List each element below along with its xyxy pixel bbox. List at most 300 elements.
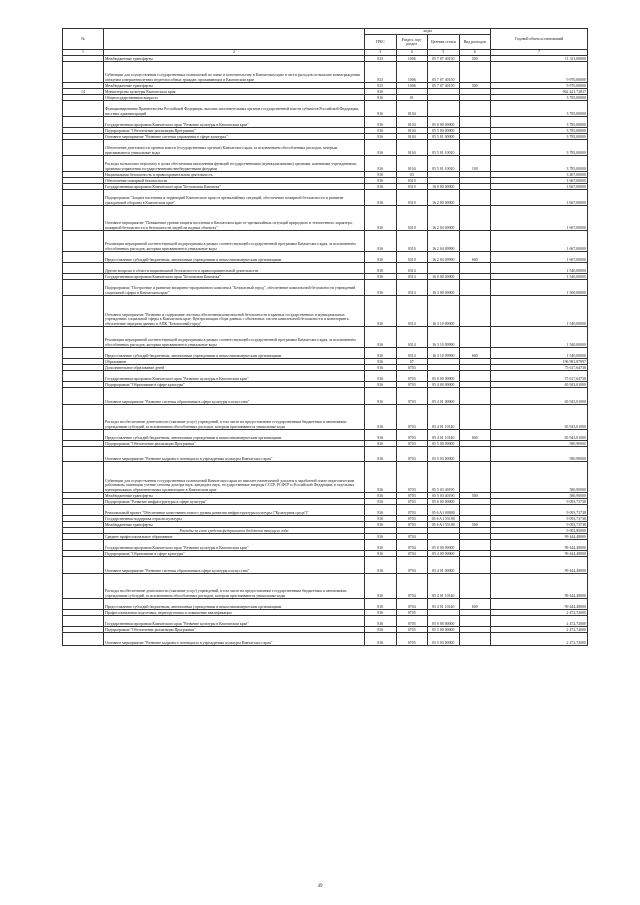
row-razdel-cell: 0314 — [396, 274, 428, 280]
row-amount-cell: 9 002,80000 — [491, 528, 588, 534]
row-target-article-cell: 05 6 00 00000 — [428, 499, 460, 505]
table-row — [63, 252, 588, 263]
table-row — [63, 327, 588, 348]
row-target-article-cell: 05 0 00 00000 — [428, 540, 460, 551]
row-razdel-cell: 0703 — [396, 522, 428, 528]
column-index: 7 — [491, 50, 588, 56]
row-razdel-cell: 0314 — [396, 348, 428, 359]
row-grbs-cell: 816 — [365, 365, 397, 371]
row-number-cell — [63, 140, 104, 156]
table-row — [63, 296, 588, 327]
row-target-article-cell: 16 2 00 00000 — [428, 190, 460, 206]
row-name-cell: Реализация мероприятий соответствующей подпрограммы в рамках соответствующей государственной программы Камчатского края, за исключением обособленных расходов, которым присваиваются уникальные коды — [104, 231, 365, 252]
row-name-cell: Подпрограмма "Обеспечение реализации Программы" — [104, 128, 365, 134]
row-razdel-cell: 0703 — [396, 505, 428, 516]
table-row — [63, 231, 588, 252]
row-target-article-cell: 05 6 A1 00000 — [428, 505, 460, 516]
row-target-article-cell: 16 0 00 00000 — [428, 184, 460, 190]
row-razdel-cell: 0314 — [396, 296, 428, 327]
row-razdel-cell: 0703 — [396, 516, 428, 522]
row-grbs-cell: 816 — [365, 388, 397, 405]
row-grbs-cell: 816 — [365, 633, 397, 646]
row-amount-cell: 75 617,64738 — [491, 365, 588, 371]
row-name-cell: Межбюджетные трансферты — [104, 56, 365, 62]
row-expense-type-cell: 100 — [459, 156, 491, 172]
row-expense-type-cell — [459, 101, 491, 117]
row-target-article-cell: 16 3 10 00000 — [428, 296, 460, 327]
row-grbs-cell: 816 — [365, 574, 397, 599]
row-expense-type-cell — [459, 62, 491, 83]
page-number: 49 — [317, 884, 323, 889]
row-expense-type-cell — [459, 462, 491, 493]
row-name-cell: Национальная безопасность и правоохранительная деятельность — [104, 172, 365, 178]
row-razdel-cell: 0310 — [396, 184, 428, 190]
row-name-cell: Дополнительное образование детей — [104, 365, 365, 371]
header-annual-amount: Годовой объем ассигнований — [491, 29, 588, 50]
row-grbs-cell: 816 — [365, 252, 397, 263]
row-razdel-cell: 0314 — [396, 263, 428, 274]
row-target-article-cell: 05 4 01 10140 — [428, 430, 460, 441]
row-grbs-cell: 816 — [365, 616, 397, 627]
row-razdel-cell: 0704 — [396, 599, 428, 610]
row-amount-cell: 99 444,48000 — [491, 574, 588, 599]
table-row — [63, 206, 588, 231]
table-row — [63, 263, 588, 274]
row-number-cell — [63, 616, 104, 627]
row-expense-type-cell — [459, 263, 491, 274]
row-amount-cell: 65 943,01000 — [491, 388, 588, 405]
row-expense-type-cell: 500 — [459, 83, 491, 89]
row-amount-cell: 1 540,00000 — [491, 348, 588, 359]
row-grbs-cell: 816 — [365, 551, 397, 557]
row-amount-cell: 9 970,00000 — [491, 83, 588, 89]
row-amount-cell: 65 943,01000 — [491, 430, 588, 441]
row-amount-cell: 1 667,00000 — [491, 190, 588, 206]
row-name-cell: Подпрограмма "Образование в сфере культуры" — [104, 382, 365, 388]
row-grbs-cell: 816 — [365, 140, 397, 156]
row-name-cell: Расходы на обеспечение деятельности (оказание услуг) учреждений, в том числе на предоставление государственным бюджетным и автономным учреждениям субсидий, за исключением обособленных расходов, которым присваиваются уникальные коды — [104, 574, 365, 599]
row-name-cell: Среднее профессиональное образование — [104, 534, 365, 540]
row-amount-cell: 3 785,00000 — [491, 95, 588, 101]
row-razdel-cell: 03 — [396, 172, 428, 178]
row-amount-cell: 9 093,73738 — [491, 505, 588, 516]
row-target-article-cell: 05 5 01 00000 — [428, 134, 460, 140]
row-name-cell: Общегосударственные вопросы — [104, 95, 365, 101]
row-razdel-cell: 0703 — [396, 405, 428, 430]
row-name-cell: Подпрограмма "Защита населения и территорий Камчатского края от чрезвычайных ситуаций, обеспечение пожарной безопасности и развитие гражданской обороны в Камчатском крае" — [104, 190, 365, 206]
row-amount-cell: 99 444,48000 — [491, 534, 588, 540]
row-target-article-cell: 05 0 00 00000 — [428, 371, 460, 382]
row-amount-cell: 1 540,00000 — [491, 296, 588, 327]
row-amount-cell: 99 444,48000 — [491, 540, 588, 551]
row-expense-type-cell — [459, 557, 491, 574]
row-grbs-cell: 816 — [365, 172, 397, 178]
row-amount-cell: 1 540,00000 — [491, 274, 588, 280]
row-razdel-cell: 0704 — [396, 540, 428, 551]
row-target-article-cell: 05 5 03 40190 — [428, 493, 460, 499]
table-row — [63, 405, 588, 430]
column-index: 1 — [63, 50, 104, 56]
row-target-article-cell: 05 0 00 00000 — [428, 117, 460, 128]
row-target-article-cell — [428, 263, 460, 274]
row-razdel-cell: 0703 — [396, 493, 428, 499]
row-razdel-cell: 0104 — [396, 117, 428, 128]
row-grbs-cell: 816 — [365, 371, 397, 382]
row-razdel-cell: 0703 — [396, 365, 428, 371]
row-name-cell: Предоставление субсидий бюджетным, автономным учреждениям и иным некоммерческим организациям — [104, 252, 365, 263]
row-expense-type-cell — [459, 231, 491, 252]
row-name-cell: Подпрограмма "Образование в сфере культуры" — [104, 551, 365, 557]
row-amount-cell: 3 785,00000 — [491, 101, 588, 117]
row-amount-cell: 580,90000 — [491, 447, 588, 462]
row-target-article-cell: 05 7 07 40150 — [428, 56, 460, 62]
table-row — [63, 117, 588, 128]
row-number-cell — [63, 574, 104, 599]
row-expense-type-cell — [459, 447, 491, 462]
row-target-article-cell: 16 2 04 00000 — [428, 206, 460, 231]
row-grbs-cell: 816 — [365, 430, 397, 441]
header-name — [104, 29, 365, 50]
row-grbs-cell: 816 — [365, 327, 397, 348]
row-expense-type-cell — [459, 117, 491, 128]
row-grbs-cell: 816 — [365, 516, 397, 522]
row-expense-type-cell — [459, 296, 491, 327]
row-razdel-cell: 0314 — [396, 327, 428, 348]
row-razdel-cell: 0703 — [396, 382, 428, 388]
row-grbs-cell: 816 — [365, 557, 397, 574]
row-grbs-cell: 816 — [365, 134, 397, 140]
row-grbs-cell: 816 — [365, 627, 397, 633]
row-expense-type-cell: 500 — [459, 493, 491, 499]
row-name-cell: Основное мероприятие "Развитие кадрового потенциала в учреждениях культуры Камчатского края" — [104, 633, 365, 646]
row-razdel-cell: 0310 — [396, 206, 428, 231]
row-razdel-cell: 0310 — [396, 178, 428, 184]
row-number-cell — [63, 540, 104, 551]
row-grbs-cell: 816 — [365, 231, 397, 252]
row-amount-cell: 1 667,00000 — [491, 252, 588, 263]
row-name-cell: Подпрограмма "Обеспечение реализации Программы" — [104, 441, 365, 447]
row-grbs-cell: 816 — [365, 447, 397, 462]
row-number-cell — [63, 117, 104, 128]
row-name-cell: Межбюджетные трансферты — [104, 83, 365, 89]
row-razdel-cell: 0704 — [396, 534, 428, 540]
column-index: 6 — [459, 50, 491, 56]
row-amount-cell: 2 472,72000 — [491, 627, 588, 633]
row-number-cell — [63, 557, 104, 574]
row-grbs-cell: 816 — [365, 534, 397, 540]
row-grbs-cell: 816 — [365, 599, 397, 610]
row-razdel-cell: 0704 — [396, 551, 428, 557]
row-razdel-cell: 0703 — [396, 447, 428, 462]
row-name-cell: Основное мероприятие "Развитие системы управления в сфере культуры" — [104, 134, 365, 140]
row-expense-type-cell — [459, 540, 491, 551]
table-row — [63, 462, 588, 493]
row-grbs-cell: 816 — [365, 405, 397, 430]
table-row — [63, 599, 588, 610]
row-expense-type-cell — [459, 405, 491, 430]
row-name-cell: Государственная программа Камчатского края "Развитие культуры в Камчатском крае" — [104, 616, 365, 627]
row-number-cell — [63, 430, 104, 441]
budget-table — [62, 28, 588, 646]
row-number-cell — [63, 371, 104, 382]
row-amount-cell: 2 472,72000 — [491, 616, 588, 627]
row-razdel-cell: 0703 — [396, 430, 428, 441]
row-name-cell: Подпрограмма "Обеспечение реализации Программы" — [104, 627, 365, 633]
row-amount-cell: 11 311,00000 — [491, 56, 588, 62]
row-name-cell: Подпрограмма "Построение и развитие аппаратно-программного комплекса "Безопасный город", обеспечение комплексной безопасности учреждений социальной сферы в Камчатском крае" — [104, 280, 365, 296]
row-target-article-cell: 05 4 01 10140 — [428, 405, 460, 430]
table-row — [63, 540, 588, 551]
row-expense-type-cell — [459, 616, 491, 627]
row-grbs-cell: 816 — [365, 441, 397, 447]
row-target-article-cell: 05 5 00 00000 — [428, 128, 460, 134]
table-row — [63, 371, 588, 382]
row-number-cell — [63, 633, 104, 646]
row-grbs-cell: 816 — [365, 178, 397, 184]
row-expense-type-cell — [459, 190, 491, 206]
row-amount-cell: 3 785,00000 — [491, 140, 588, 156]
table-row — [63, 156, 588, 172]
row-expense-type-cell — [459, 140, 491, 156]
row-number-cell — [63, 296, 104, 327]
row-number-cell: 14 — [63, 89, 104, 95]
row-number-cell — [63, 280, 104, 296]
row-name-cell: Обеспечение деятельности органов власти (государственных органов) Камчатского края, за исключением обособленных расходов, которым присваиваются уникальные коды — [104, 140, 365, 156]
row-name-cell: Расходы на обеспечение деятельности (оказание услуг) учреждений, в том числе на предоставление государственным бюджетным и автономным учреждениям субсидий, за исключением обособленных расходов, которым присваиваются уникальные коды — [104, 405, 365, 430]
row-name-cell: Функционирование Правительства Российской Федерации, высших исполнительных органов государственной власти субъектов Российской Федерации, местных администраций — [104, 101, 365, 117]
row-grbs-cell: 816 — [365, 95, 397, 101]
row-amount-cell: 962 421,72817 — [491, 89, 588, 95]
table-row — [63, 574, 588, 599]
row-number-cell — [63, 252, 104, 263]
header-razdel: Раздел, под-раздел — [396, 35, 428, 50]
header-number: № — [63, 29, 104, 50]
row-razdel-cell: 0704 — [396, 557, 428, 574]
row-razdel-cell: 0310 — [396, 252, 428, 263]
row-expense-type-cell — [459, 371, 491, 382]
table-row — [63, 140, 588, 156]
row-grbs-cell: 816 — [365, 128, 397, 134]
row-razdel-cell: 0703 — [396, 441, 428, 447]
row-grbs-cell: 816 — [365, 190, 397, 206]
row-name-cell: Субвенции для осуществления государственных полномочий по опеке и попечительству в Камчатском крае в части расходов по выплате вознаграждения опекунам совершеннолетних недееспособных граждан, проживающих в Камчатском крае — [104, 62, 365, 83]
row-target-article-cell: 05 4 01 10140 — [428, 599, 460, 610]
row-amount-cell: 2 472,72000 — [491, 610, 588, 616]
row-target-article-cell: 05 7 07 40150 — [428, 62, 460, 83]
row-grbs-cell: 816 — [365, 206, 397, 231]
header-target-article: Целевая статья — [428, 35, 460, 50]
row-grbs-cell: 815 — [365, 83, 397, 89]
row-razdel-cell: 1006 — [396, 83, 428, 89]
row-amount-cell: 3 785,00000 — [491, 128, 588, 134]
row-number-cell — [63, 101, 104, 117]
row-name-cell: Государственная поддержка отрасли культуры — [104, 516, 365, 522]
row-target-article-cell — [428, 101, 460, 117]
row-target-article-cell: 05 5 03 40190 — [428, 462, 460, 493]
row-grbs-cell: 816 — [365, 522, 397, 528]
row-razdel-cell: 01 — [396, 95, 428, 101]
row-expense-type-cell — [459, 505, 491, 516]
column-index: 5 — [428, 50, 460, 56]
row-number-cell — [63, 505, 104, 516]
row-target-article-cell: 05 4 01 00000 — [428, 388, 460, 405]
row-grbs-cell: 816 — [365, 493, 397, 499]
row-amount-cell: 65 943,01000 — [491, 405, 588, 430]
row-amount-cell: 99 444,48000 — [491, 599, 588, 610]
row-amount-cell: 9 093,73738 — [491, 522, 588, 528]
row-number-cell — [63, 156, 104, 172]
row-razdel-cell: 0705 — [396, 627, 428, 633]
table-row — [63, 557, 588, 574]
row-name-cell: Другие вопросы в области национальной безопасности и правоохранительной деятельности — [104, 263, 365, 274]
row-amount-cell: 9 970,00000 — [491, 62, 588, 83]
row-expense-type-cell — [459, 327, 491, 348]
row-amount-cell: 3 207,00000 — [491, 172, 588, 178]
row-grbs-cell: 816 — [365, 156, 397, 172]
row-grbs-cell: 815 — [365, 62, 397, 83]
row-grbs-cell: 816 — [365, 499, 397, 505]
row-number-cell — [63, 348, 104, 359]
row-target-article-cell: 05 6 A1 55190 — [428, 522, 460, 528]
row-target-article-cell: 05 7 07 40150 — [428, 83, 460, 89]
row-grbs-cell: 816 — [365, 359, 397, 365]
table-row — [63, 633, 588, 646]
row-grbs-cell: 816 — [365, 274, 397, 280]
row-amount-cell: 3 785,00000 — [491, 156, 588, 172]
table-row — [63, 505, 588, 516]
table-body — [63, 56, 588, 646]
row-amount-cell: 1 540,00000 — [491, 263, 588, 274]
row-target-article-cell: 16 3 10 09990 — [428, 327, 460, 348]
row-amount-cell: 75 617,64738 — [491, 371, 588, 382]
row-number-cell — [63, 405, 104, 430]
row-target-article-cell: 16 2 04 09990 — [428, 231, 460, 252]
row-name-cell: Профессиональная подготовка, переподготовка и повышение квалификации — [104, 610, 365, 616]
table-row — [63, 616, 588, 627]
row-amount-cell: 65 943,01000 — [491, 382, 588, 388]
row-expense-type-cell: 600 — [459, 252, 491, 263]
row-name-cell: Министерство культуры Камчатского края — [104, 89, 365, 95]
row-name-cell: Региональный проект "Обеспечение качественно нового уровня развития инфраструктуры культуры ("Культурная среда")" — [104, 505, 365, 516]
row-expense-type-cell: 500 — [459, 522, 491, 528]
row-grbs-cell: 816 — [365, 101, 397, 117]
row-grbs-cell: 816 — [365, 184, 397, 190]
row-razdel-cell: 0703 — [396, 499, 428, 505]
row-expense-type-cell: 600 — [459, 348, 491, 359]
row-target-article-cell: 05 6 A1 55190 — [428, 516, 460, 522]
row-number-cell — [63, 599, 104, 610]
row-expense-type-cell: 500 — [459, 56, 491, 62]
row-target-article-cell: 16 0 00 00000 — [428, 274, 460, 280]
table-row — [63, 62, 588, 83]
row-razdel-cell: 0104 — [396, 128, 428, 134]
row-razdel-cell: 0104 — [396, 140, 428, 156]
row-number-cell — [63, 62, 104, 83]
row-name-cell: Государственная программа Камчатского края "Развитие культуры в Камчатском крае" — [104, 117, 365, 128]
row-name-cell: Расходы за счет средств федерального бюджета текущего года — [104, 528, 365, 534]
row-name-cell: Межбюджетные трансферты — [104, 522, 365, 528]
row-name-cell: Расходы на выплаты персоналу в целях обеспечения выполнения функций государственными (муниципальными) органами, казенными учреждениями, органами управления государственными внебюджетными фондами — [104, 156, 365, 172]
row-razdel-cell: 0703 — [396, 462, 428, 493]
row-grbs-cell: 816 — [365, 117, 397, 128]
row-name-cell: Государственная программа Камчатского края "Безопасная Камчатка" — [104, 274, 365, 280]
row-name-cell: Подпрограмма "Развитие инфраструктуры в сфере культуры" — [104, 499, 365, 505]
row-target-article-cell: 16 3 00 00000 — [428, 280, 460, 296]
row-razdel-cell: 0104 — [396, 101, 428, 117]
column-index: 2 — [104, 50, 365, 56]
table-row — [63, 190, 588, 206]
row-grbs-cell: 816 — [365, 505, 397, 516]
table-row — [63, 101, 588, 117]
table-row — [63, 280, 588, 296]
row-name-cell: Обеспечение пожарной безопасности — [104, 178, 365, 184]
row-expense-type-cell — [459, 633, 491, 646]
row-name-cell: Предоставление субсидий бюджетным, автономным учреждениям и иным некоммерческим организациям — [104, 348, 365, 359]
row-number-cell — [63, 263, 104, 274]
row-amount-cell: 2 472,72000 — [491, 633, 588, 646]
row-target-article-cell: 16 3 10 09990 — [428, 348, 460, 359]
row-amount-cell: 9 093,73738 — [491, 499, 588, 505]
row-razdel-cell: 0314 — [396, 280, 428, 296]
row-amount-cell: 580,90000 — [491, 462, 588, 493]
row-name-cell: Субвенции для осуществления государственных полномочий Камчатского края по выплате ежемесячной доплаты к заработной плате педагогическим работникам, имеющим ученые степени доктора наук, кандидата наук, государственные награды СССР, РСФСР и Российской Федерации, в отдельных муниципальных образовательных организациях в Камчатском крае — [104, 462, 365, 493]
row-grbs-cell: 816 — [365, 610, 397, 616]
budget-document — [62, 28, 588, 646]
row-target-article-cell: 05 5 01 10010 — [428, 156, 460, 172]
row-name-cell: Основное мероприятие "Развитие кадрового потенциала в учреждениях культуры Камчатского края" — [104, 447, 365, 462]
row-target-article-cell: 05 4 00 00000 — [428, 551, 460, 557]
row-name-cell: Государственная программа Камчатского края "Развитие культуры в Камчатском крае" — [104, 540, 365, 551]
row-razdel-cell: 0703 — [396, 388, 428, 405]
row-target-article-cell: 05 5 03 00000 — [428, 633, 460, 646]
row-expense-type-cell — [459, 206, 491, 231]
table-row — [63, 348, 588, 359]
row-target-article-cell: 05 5 00 00000 — [428, 627, 460, 633]
row-name-cell: Основное мероприятие "Развитие и содержание системы обеспечения комплексной безопасности в краевых государственных и муниципальных учреждениях социальной сферы в Камчатском крае. Централизация сбора данных с объектовых систем комплексной безопасности и мониторинга, обеспечение передачи данных в АПК "Безопасный город" — [104, 296, 365, 327]
row-target-article-cell: 16 2 04 09990 — [428, 252, 460, 263]
row-name-cell: Основное мероприятие "Повышение уровня защиты населения в Камчатском крае от чрезвычайных ситуаций природного и техногенного характера, пожарной безопасности и безопасности людей на водных объектах" — [104, 206, 365, 231]
row-grbs-cell: 816 — [365, 382, 397, 388]
row-grbs-cell: 815 — [365, 56, 397, 62]
row-grbs-cell: 816 — [365, 263, 397, 274]
row-amount-cell: 3 785,00000 — [491, 134, 588, 140]
row-amount-cell: 9 093,73738 — [491, 516, 588, 522]
row-amount-cell: 1 667,00000 — [491, 206, 588, 231]
row-expense-type-cell: 600 — [459, 599, 491, 610]
row-razdel-cell: 1006 — [396, 62, 428, 83]
table-row — [63, 430, 588, 441]
row-razdel-cell: 07 — [396, 359, 428, 365]
row-name-cell: Государственная программа Камчатского края "Развитие культуры в Камчатском крае" — [104, 371, 365, 382]
row-amount-cell: 99 444,48000 — [491, 557, 588, 574]
row-razdel-cell: 1006 — [396, 56, 428, 62]
row-razdel-cell: 0104 — [396, 134, 428, 140]
row-number-cell — [63, 462, 104, 493]
row-amount-cell: 580,90000 — [491, 493, 588, 499]
row-razdel-cell: 0705 — [396, 616, 428, 627]
row-amount-cell: 196 981,87997 — [491, 359, 588, 365]
row-amount-cell: 1 540,00000 — [491, 327, 588, 348]
row-target-article-cell: 05 5 01 10010 — [428, 140, 460, 156]
row-amount-cell: 1 500,00000 — [491, 280, 588, 296]
row-expense-type-cell: 600 — [459, 430, 491, 441]
row-name-cell: Реализация мероприятий соответствующей подпрограммы в рамках соответствующей государственной программы Камчатского края, за исключением обособленных расходов, которым присваиваются уникальные коды — [104, 327, 365, 348]
header-grbs: ГРБС — [365, 35, 397, 50]
row-number-cell — [63, 388, 104, 405]
row-number-cell — [63, 231, 104, 252]
header-codes-group: коды — [365, 29, 491, 35]
row-name-cell: Образование — [104, 359, 365, 365]
